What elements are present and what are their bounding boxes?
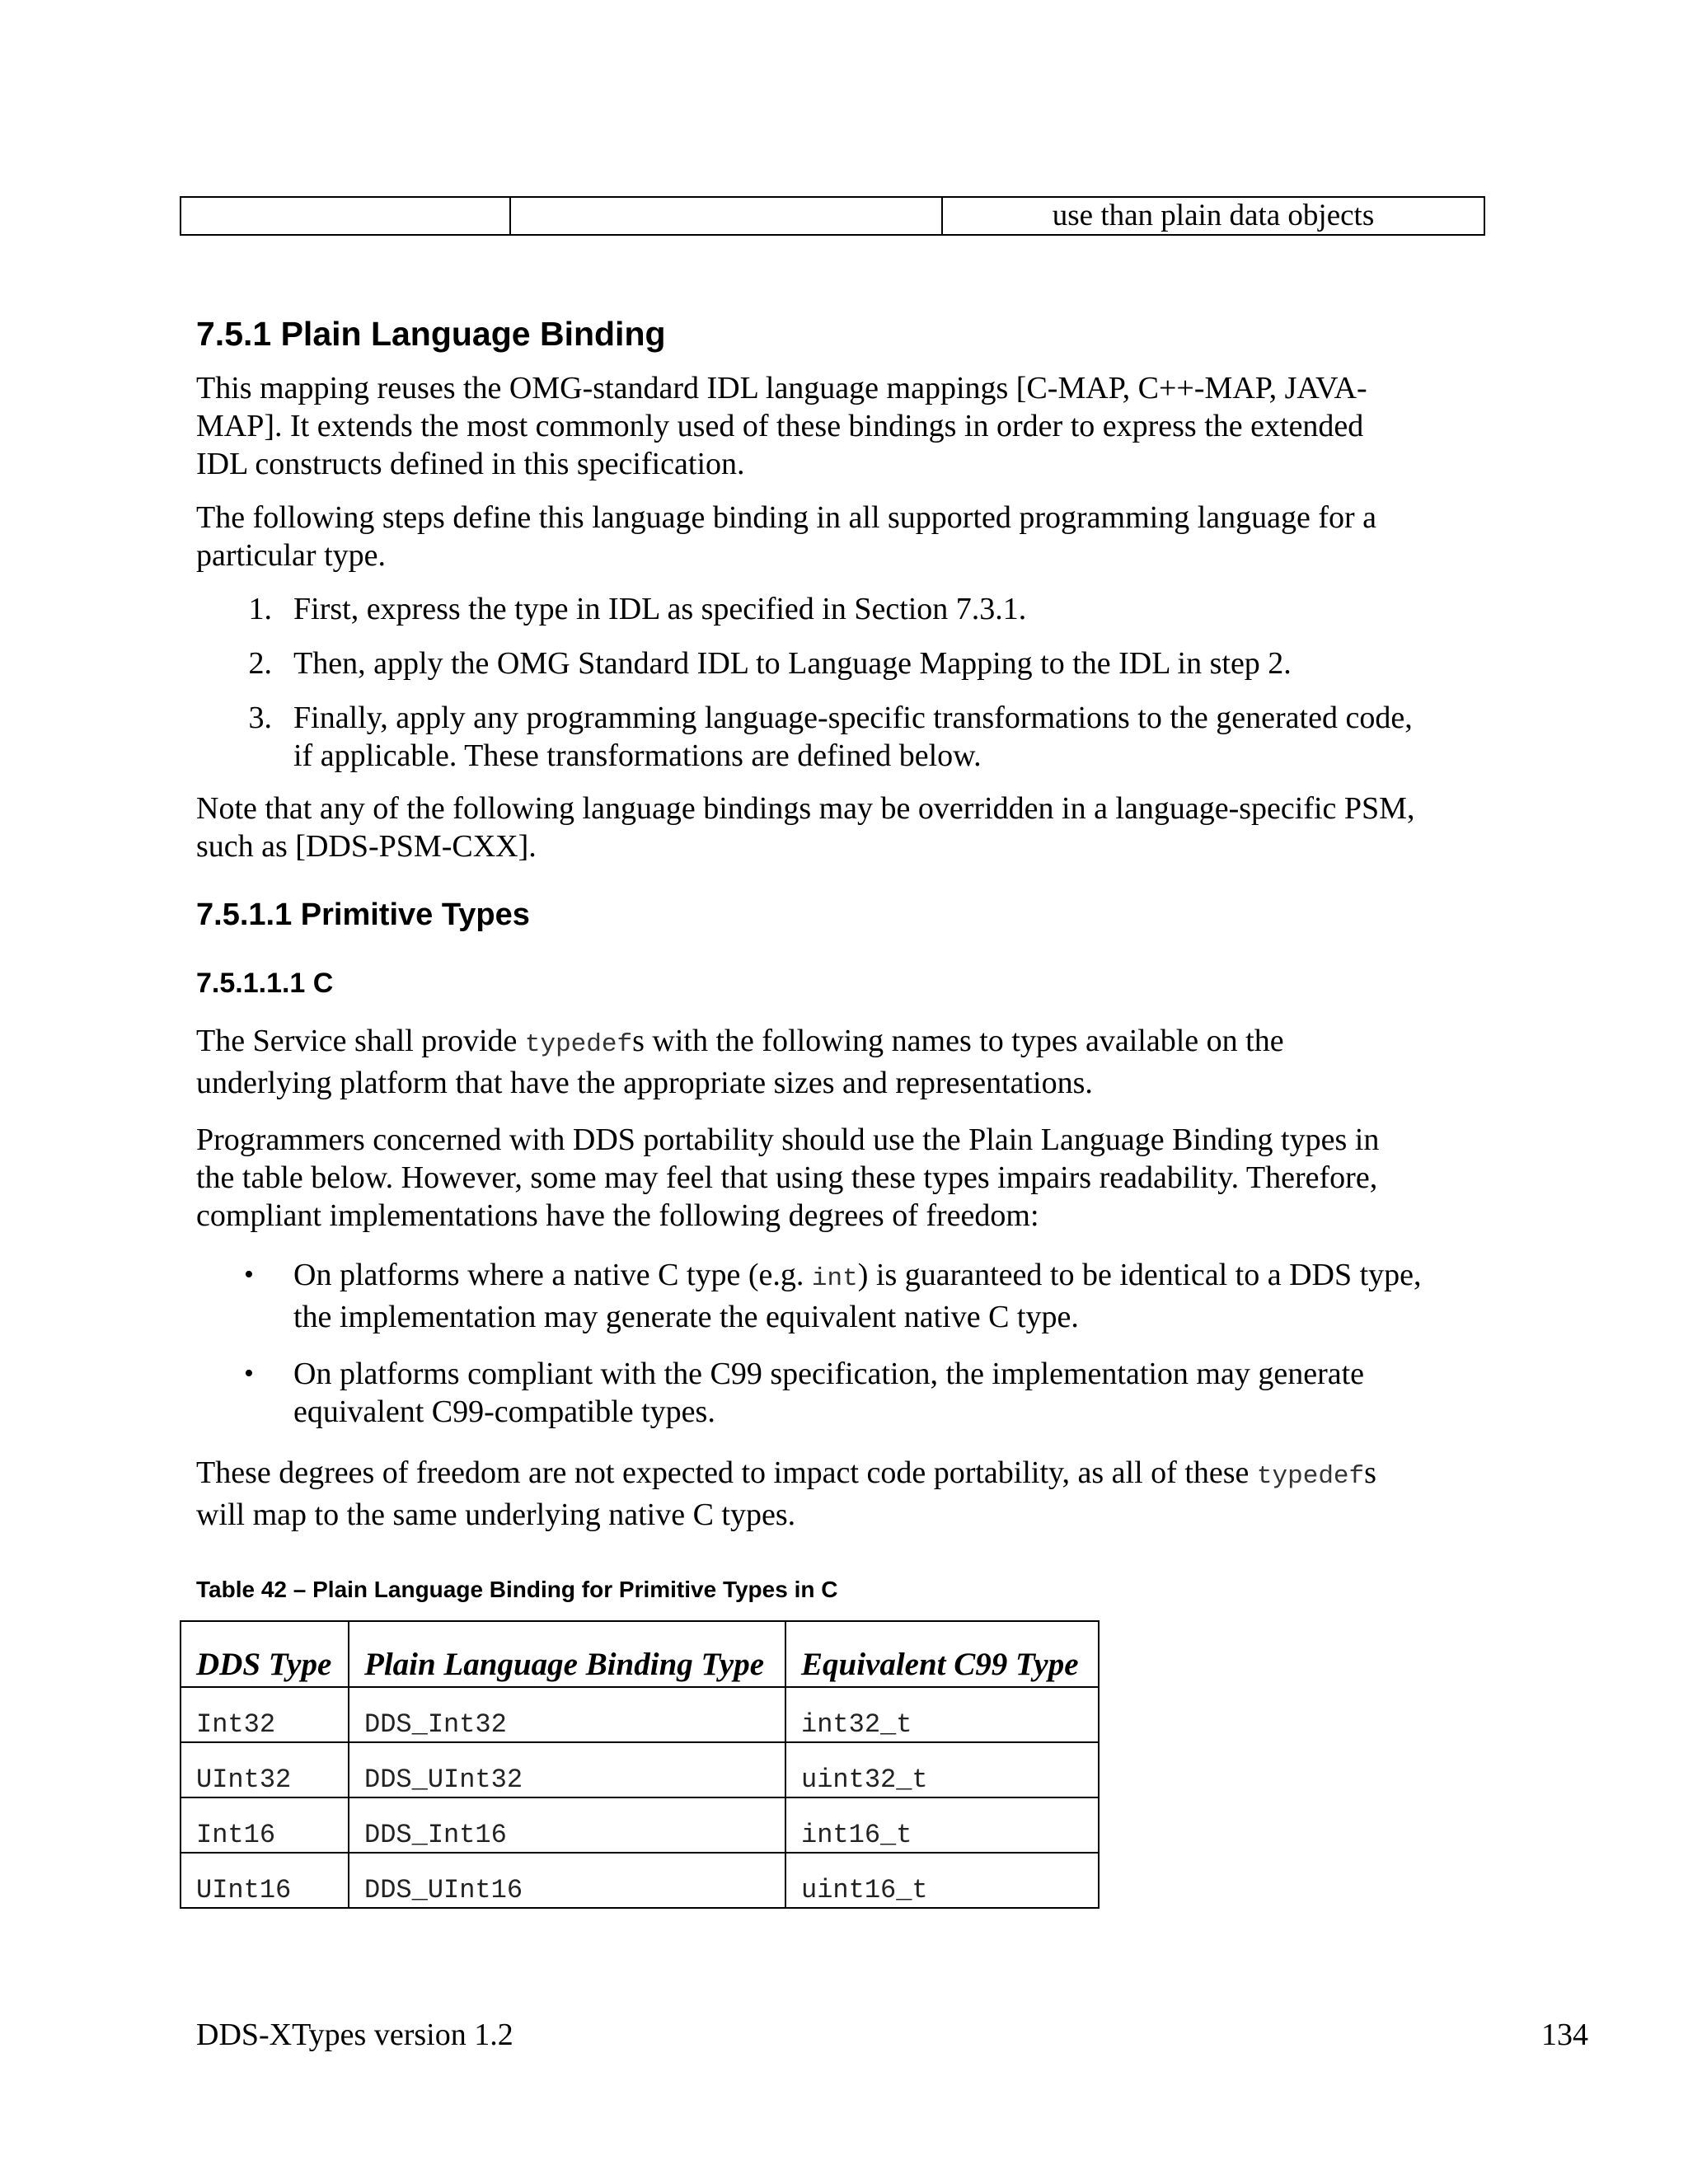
table-cell: use than plain data objects [942,197,1484,235]
bullet-text [293,1355,1489,1431]
table-cell [181,197,510,235]
text-line: the implementation may generate the equivalent native C type. [293,1300,1079,1334]
table-row [181,197,1484,235]
table-cell: int32_t [785,1687,1099,1742]
text-line: MAP]. It extends the most commonly used of these bindings in order to express the extended [196,409,1364,443]
text-line: compliant implementations have the following degrees of freedom: [196,1198,1039,1233]
bullet-text [293,1256,1497,1336]
inline-code: typedef [1256,1462,1365,1491]
text-line: This mapping reuses the OMG-standard IDL language mappings [C-MAP, C++-MAP, JAVA- [196,371,1367,405]
table-cell: Int32 [181,1687,349,1742]
section-paragraph-1 [196,369,1515,483]
subsection-paragraph-1 [196,1022,1515,1102]
step-number: 2. [248,646,272,681]
step-text [293,590,1489,628]
text-line: will map to the same underlying native C types. [196,1497,796,1532]
footer-document-title: DDS-XTypes version 1.2 [196,2018,513,2052]
table-cell [510,197,942,235]
text-line: the table below. However, some may feel that using these types impairs readability. Therefore, [196,1160,1378,1195]
continuation-table [180,196,1485,236]
table-row [181,1797,1099,1853]
bullet-icon: • [244,1358,254,1389]
table-row [181,1853,1099,1908]
text-line: Programmers concerned with DDS portability should use the Plain Language Binding types in [196,1122,1380,1157]
table-cell: UInt16 [181,1853,349,1908]
column-header: Plain Language Binding Type [349,1621,785,1687]
text-line: The following steps define this language binding in all supported programming language for a [196,500,1377,535]
section-heading: 7.5.1 Plain Language Binding [196,315,666,353]
step-text [293,644,1489,682]
primitive-types-table [180,1620,1100,1909]
table-cell: DDS_Int16 [349,1797,785,1853]
text-line: These degrees of freedom are not expected to impact code portability, as all of these typedefs [196,1455,1376,1491]
table-row [181,1687,1099,1742]
inline-code: typedef [524,1030,633,1059]
table-cell: int16_t [785,1797,1099,1853]
table-header-row [181,1621,1099,1687]
text-line: if applicable. These transformations are defined below. [293,738,982,773]
step-number: 3. [248,701,272,735]
text-line: The Service shall provide typedefs with the following names to types available on the [196,1024,1284,1059]
step-number: 1. [248,592,272,626]
table-cell: UInt32 [181,1742,349,1797]
table-cell: uint16_t [785,1853,1099,1908]
text-line: Finally, apply any programming language-specific transformations to the generated code, [293,701,1413,735]
table-cell: uint32_t [785,1742,1099,1797]
subsection-heading: 7.5.1.1 Primitive Types [196,898,530,932]
column-header: Equivalent C99 Type [785,1621,1099,1687]
column-header: DDS Type [181,1621,349,1687]
table-cell: DDS_UInt16 [349,1853,785,1908]
text-line: such as [DDS-PSM-CXX]. [196,829,537,864]
table-row [181,1742,1099,1797]
step-text [293,699,1489,775]
text-line: IDL constructs defined in this specification. [196,447,745,481]
text-line: Note that any of the following language bindings may be overridden in a language-specific PSM, [196,791,1415,826]
section-paragraph-2 [196,499,1515,574]
footer-page-number: 134 [1541,2018,1588,2052]
table-cell: Int16 [181,1797,349,1853]
text-line: Then, apply the OMG Standard IDL to Language Mapping to the IDL in step 2. [293,646,1292,681]
table-caption: Table 42 – Plain Language Binding for Primitive Types in C [196,1577,838,1602]
subsubsection-heading: 7.5.1.1.1 C [196,968,334,999]
text-line: On platforms where a native C type (e.g. int) is guaranteed to be identical to a DDS type, [293,1258,1422,1293]
inline-code: int [811,1264,858,1293]
subsection-paragraph-2 [196,1121,1515,1235]
text-line: First, express the type in IDL as specified in Section 7.3.1. [293,592,1027,626]
table-cell: DDS_Int32 [349,1687,785,1742]
text-line: underlying platform that have the appropriate sizes and representations. [196,1066,1093,1100]
subsection-paragraph-3 [196,1454,1515,1534]
text-line: equivalent C99-compatible types. [293,1394,715,1429]
table-cell: DDS_UInt32 [349,1742,785,1797]
text-line: On platforms compliant with the C99 specification, the implementation may generate [293,1357,1365,1391]
text-line: particular type. [196,538,387,573]
section-paragraph-3 [196,790,1515,865]
bullet-icon: • [244,1259,254,1290]
